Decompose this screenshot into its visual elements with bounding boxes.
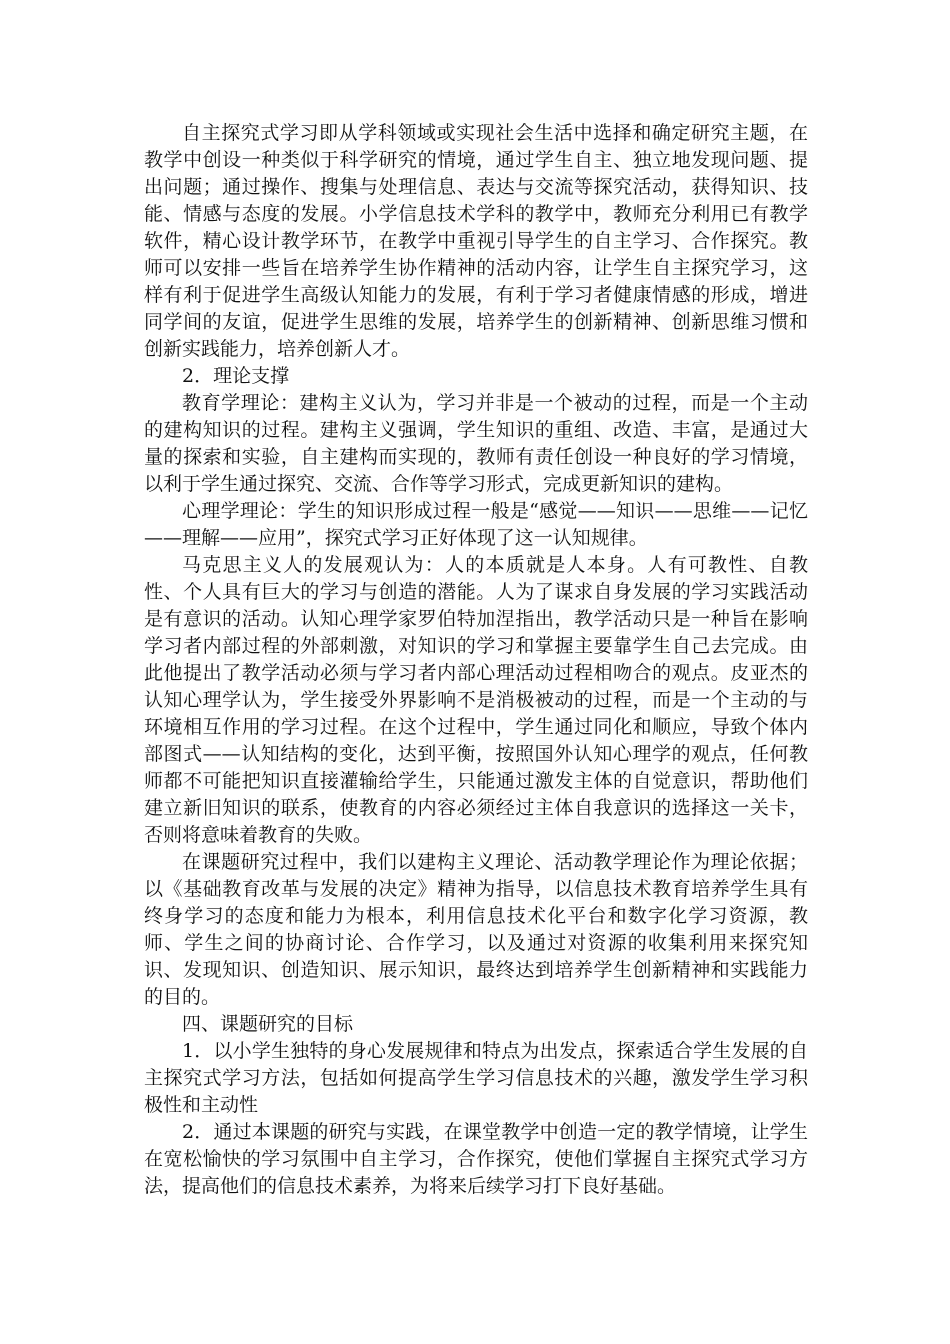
document-page [144,120,808,1200]
section-heading-theory: 2．理论支撑 [182,365,290,387]
paragraph-goal-1: 1．以小学生独特的身心发展规律和特点为出发点，探索适合学生发展的自主探究式学习方法，包括如何提高学生学习信息技术的兴趣，激发学生学习积极性和主动性 [144,1040,808,1116]
paragraph-goal-2: 2．通过本课题的研究与实践，在课堂教学中创造一定的教学情境，让学生在宽松愉快的学习氛围中自主学习，合作探究，使他们掌握自主探究式学习方法，提高他们的信息技术素养，为将来后续学习打下良好基础。 [144,1121,808,1197]
section-heading-goals: 四、课题研究的目标 [182,1013,354,1035]
paragraph-marxism-view: 马克思主义人的发展观认为：人的本质就是人本身。人有可教性、自教性、个人具有巨大的学习与创造的潜能。人为了谋求自身发展的学习实践活动是有意识的活动。认知心理学家罗伯特加涅指出，教学活动只是一种旨在影响学习者内部过程的外部刺激，对知识的学习和掌握主要靠学生自己去完成。由此他提出了教学活动必须与学习者内部心理活动过程相吻合的观点。皮亚杰的认知心理学认为，学生接受外界影响不是消极被动的过程，而是一个主动的与环境相互作用的学习过程。在这个过程中，学生通过同化和顺应，导致个体内部图式——认知结构的变化，达到平衡，按照国外认知心理学的观点，任何教师都不可能把知识直接灌输给学生，只能通过激发主体的自觉意识，帮助他们建立新旧知识的联系，使教育的内容必须经过主体自我意识的选择这一关卡，否则将意味着教育的失败。 [144,554,808,846]
paragraph-intro: 自主探究式学习即从学科领域或实现社会生活中选择和确定研究主题，在教学中创设一种类似于科学研究的情境，通过学生自主、独立地发现问题、提出问题；通过操作、搜集与处理信息、表达与交流等探究活动，获得知识、技能、情感与态度的发展。小学信息技术学科的教学中，教师充分利用已有教学软件，精心设计教学环节，在教学中重视引导学生的自主学习、合作探究。教师可以安排一些旨在培养学生协作精神的活动内容，让学生自主探究学习，这样有利于促进学生高级认知能力的发展，有利于学习者健康情感的形成，增进同学间的友谊，促进学生思维的发展，培养学生的创新精神、创新思维习惯和创新实践能力，培养创新人才。 [144,122,808,360]
paragraph-education-theory: 教育学理论：建构主义认为，学习并非是一个被动的过程，而是一个主动的建构知识的过程。建构主义强调，学生知识的重组、改造、丰富，是通过大量的探索和实验，自主建构而实现的，教师有责任创设一种良好的学习情境，以利于学生通过探究、交流、合作等学习形式，完成更新知识的建构。 [144,392,808,495]
paragraph-research-process: 在课题研究过程中，我们以建构主义理论、活动教学理论作为理论依据；以《基础教育改革与发展的决定》精神为指导，以信息技术教育培养学生具有终身学习的态度和能力为根本，利用信息技术化平台和数字化学习资源，教师、学生之间的协商讨论、合作学习，以及通过对资源的收集利用来探究知识、发现知识、创造知识、展示知识，最终达到培养学生创新精神和实践能力的目的。 [144,851,808,1008]
paragraph-psychology-theory: 心理学理论：学生的知识形成过程一般是“感觉——知识——思维——记忆——理解——应用”，探究式学习正好体现了这一认知规律。 [144,500,808,549]
